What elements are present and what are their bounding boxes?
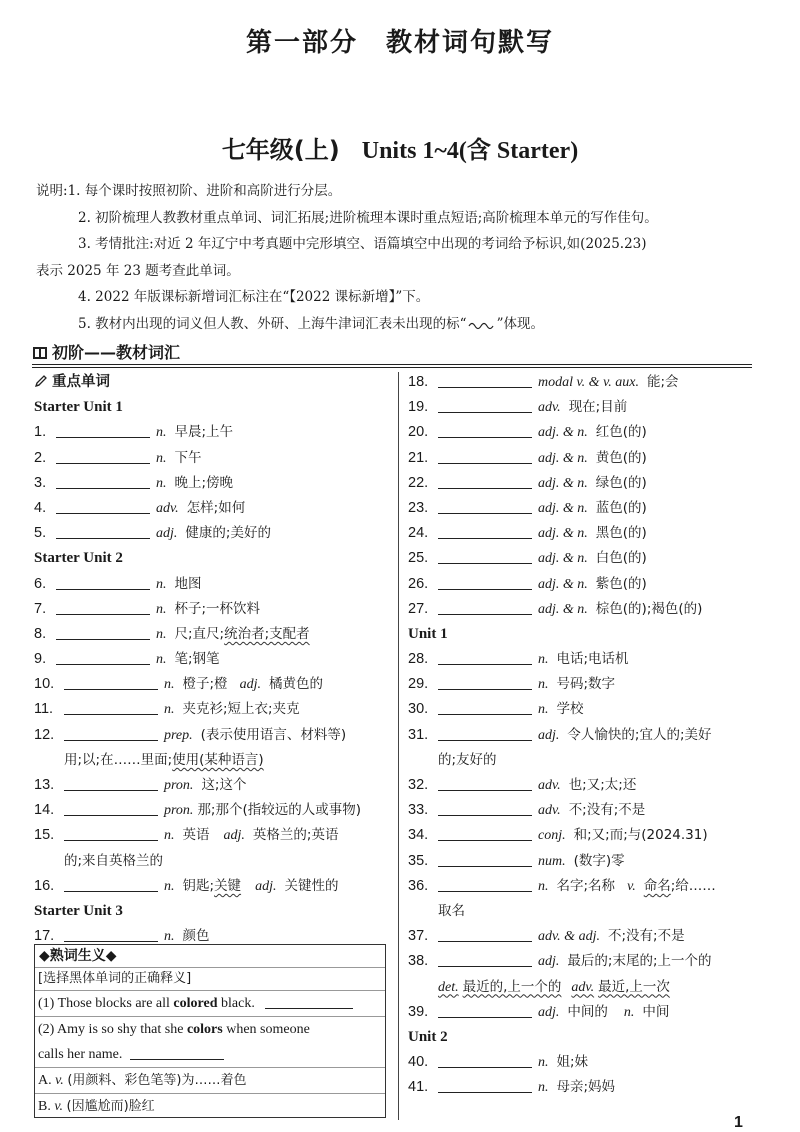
answer-blank[interactable] bbox=[438, 472, 532, 489]
vocab-entry-23: 23. adj. & n. 蓝色(的) bbox=[408, 496, 768, 521]
unit-heading: Starter Unit 2 bbox=[34, 550, 123, 567]
answer-blank[interactable] bbox=[64, 724, 158, 741]
answer-blank[interactable] bbox=[56, 598, 150, 615]
right-column bbox=[408, 370, 768, 1100]
vocab-entry-40: 40. n. 姐;妹 bbox=[408, 1050, 768, 1075]
answer-blank[interactable] bbox=[56, 447, 150, 464]
notes bbox=[36, 178, 766, 337]
vocab-entry-36: 36. n. 名字;名称 v. 命名;给…… bbox=[408, 874, 768, 899]
vocab-entry-5: 5. adj. 健康的;美好的 bbox=[34, 521, 390, 546]
vocab-entry-4: 4. adv. 怎样;如何 bbox=[34, 496, 390, 521]
part-title bbox=[0, 22, 800, 59]
pen-icon bbox=[34, 374, 48, 388]
grade-label: 七年级(上) bbox=[221, 136, 340, 164]
vocab-entry-11: 11. n. 夹克衫;短上衣;夹克 bbox=[34, 697, 390, 722]
unit-heading: Unit 1 bbox=[408, 625, 448, 642]
page-number: 1 bbox=[734, 1114, 743, 1131]
vocab-entry-38: 38. adj. 最后的;末尾的;上一个的 bbox=[408, 949, 768, 974]
vocab-entry-35: 35. num. (数字)零 bbox=[408, 849, 768, 874]
note-5: 5. 教材内出现的词义但人教、外研、上海牛津词汇表未出现的标“ ”体现。 bbox=[78, 315, 544, 332]
answer-blank[interactable] bbox=[438, 774, 532, 791]
answer-blank[interactable] bbox=[438, 799, 532, 816]
vocab-entry-26: 26. adj. & n. 紫色(的) bbox=[408, 572, 768, 597]
part-name: 教材词句默写 bbox=[386, 28, 555, 58]
box-instruction: [选择黑体单词的正确释义] bbox=[35, 967, 385, 990]
vocab-entry-31: 31. adj. 令人愉快的;宜人的;美好 bbox=[408, 723, 768, 748]
answer-blank[interactable] bbox=[64, 774, 158, 791]
answer-blank[interactable] bbox=[438, 421, 532, 438]
note-4: 4. 2022 年版课标新增词汇标注在“【2022 课标新增】”下。 bbox=[78, 289, 430, 305]
answer-blank[interactable] bbox=[56, 472, 150, 489]
answer-blank[interactable] bbox=[438, 598, 532, 615]
box-sentence-1: (1) Those blocks are all colored black. bbox=[35, 990, 385, 1016]
box-sentence-2-cont: calls her name. bbox=[35, 1042, 385, 1067]
note-1: 说明:1. 每个课时按照初阶、进阶和高阶进行分层。 bbox=[36, 183, 342, 199]
note-3-cont: 表示 2025 年 23 题考查此单词。 bbox=[36, 262, 240, 279]
answer-blank[interactable] bbox=[64, 925, 158, 942]
box-title: ◆熟词生义◆ bbox=[39, 948, 117, 964]
vocab-entry-36-cont: 取名 bbox=[438, 902, 465, 919]
unit-heading: Starter Unit 3 bbox=[34, 902, 123, 919]
vocab-entry-27: 27. adj. & n. 棕色(的);褐色(的) bbox=[408, 597, 768, 622]
unit-heading: Unit 2 bbox=[408, 1028, 448, 1045]
answer-blank[interactable] bbox=[56, 573, 150, 590]
vocab-entry-20: 20. adj. & n. 红色(的) bbox=[408, 420, 768, 445]
vocab-entry-30: 30. n. 学校 bbox=[408, 697, 768, 722]
vocab-entry-16: 16. n. 钥匙;关键 adj. 关键性的 bbox=[34, 874, 390, 899]
vocab-entry-7: 7. n. 杯子;一杯饮料 bbox=[34, 597, 390, 622]
section-heading bbox=[32, 340, 752, 365]
answer-blank[interactable] bbox=[438, 648, 532, 665]
vocab-entry-10: 10. n. 橙子;橙 adj. 橘黄色的 bbox=[34, 672, 390, 697]
vocab-entry-22: 22. adj. & n. 绿色(的) bbox=[408, 471, 768, 496]
answer-blank[interactable] bbox=[438, 698, 532, 715]
answer-blank[interactable] bbox=[438, 824, 532, 841]
part-label: 第一部分 bbox=[245, 28, 358, 58]
answer-blank[interactable] bbox=[438, 573, 532, 590]
answer-blank[interactable] bbox=[64, 698, 158, 715]
vocab-entry-3: 3. n. 晚上;傍晚 bbox=[34, 471, 390, 496]
answer-blank[interactable] bbox=[438, 673, 532, 690]
answer-blank[interactable] bbox=[130, 1043, 224, 1060]
book-icon bbox=[32, 346, 48, 360]
box-sentence-2: (2) Amy is so shy that she colors when someone bbox=[35, 1016, 385, 1042]
box-option-b: B. v. (因尴尬而)脸红 bbox=[35, 1093, 385, 1119]
answer-blank[interactable] bbox=[56, 648, 150, 665]
answer-blank[interactable] bbox=[56, 497, 150, 514]
vocab-entry-14: 14. pron. 那;那个(指较远的人或事物) bbox=[34, 798, 390, 823]
vocab-entry-37: 37. adv. & adj. 不;没有;不是 bbox=[408, 924, 768, 949]
unit-title bbox=[0, 130, 800, 165]
answer-blank[interactable] bbox=[64, 824, 158, 841]
divider bbox=[32, 367, 752, 368]
subsection-title: 重点单词 bbox=[34, 370, 390, 395]
answer-blank[interactable] bbox=[64, 673, 158, 690]
answer-blank[interactable] bbox=[438, 724, 532, 741]
vocab-entry-2: 2. n. 下午 bbox=[34, 446, 390, 471]
wavy-line-icon bbox=[467, 318, 497, 330]
vocab-entry-25: 25. adj. & n. 白色(的) bbox=[408, 546, 768, 571]
vocab-entry-38-cont: det. 最近的,上一个的 adv. 最近,上一次 bbox=[438, 978, 670, 995]
answer-blank[interactable] bbox=[438, 547, 532, 564]
answer-blank[interactable] bbox=[438, 1076, 532, 1093]
box-option-a: A. v. (用颜料、彩色笔等)为……着色 bbox=[35, 1067, 385, 1093]
answer-blank[interactable] bbox=[56, 623, 150, 640]
unit-heading: Starter Unit 1 bbox=[34, 399, 123, 416]
answer-blank[interactable] bbox=[438, 1051, 532, 1068]
note-3: 3. 考情批注:对近 2 年辽宁中考真题中完形填空、语篇填空中出现的考词给予标识,如(2025.23) bbox=[78, 236, 647, 252]
vocab-entry-1: 1. n. 早晨;上午 bbox=[34, 420, 390, 445]
column-divider bbox=[398, 372, 399, 1120]
vocab-entry-15: 15. n. 英语 adj. 英格兰的;英语 bbox=[34, 823, 390, 848]
answer-blank[interactable] bbox=[438, 950, 532, 967]
answer-blank[interactable] bbox=[438, 447, 532, 464]
vocab-entry-24: 24. adj. & n. 黑色(的) bbox=[408, 521, 768, 546]
answer-blank[interactable] bbox=[64, 875, 158, 892]
note-2: 2. 初阶梳理人教教材重点单词、词汇拓展;进阶梳理本课时重点短语;高阶梳理本单元的写作佳句。 bbox=[78, 209, 658, 226]
vocab-entry-21: 21. adj. & n. 黄色(的) bbox=[408, 446, 768, 471]
vocab-entry-33: 33. adv. 不;没有;不是 bbox=[408, 798, 768, 823]
vocab-entry-19: 19. adv. 现在;目前 bbox=[408, 395, 768, 420]
answer-blank[interactable] bbox=[438, 396, 532, 413]
answer-blank[interactable] bbox=[438, 371, 532, 388]
section-title: 初阶——教材词汇 bbox=[52, 343, 181, 362]
units-label: Units 1~4(含 Starter) bbox=[361, 138, 579, 164]
answer-blank[interactable] bbox=[438, 497, 532, 514]
vocab-entry-31-cont: 的;友好的 bbox=[438, 751, 497, 768]
vocab-entry-12-cont: 用;以;在……里面;使用(某种语言) bbox=[64, 751, 264, 768]
vocab-entry-32: 32. adv. 也;又;太;还 bbox=[408, 773, 768, 798]
answer-blank[interactable] bbox=[438, 522, 532, 539]
vocab-entry-39: 39. adj. 中间的 n. 中间 bbox=[408, 1000, 768, 1025]
vocab-entry-29: 29. n. 号码;数字 bbox=[408, 672, 768, 697]
answer-blank[interactable] bbox=[265, 992, 353, 1009]
answer-blank[interactable] bbox=[56, 421, 150, 438]
left-column bbox=[34, 370, 390, 949]
vocab-entry-18: 18. modal v. & v. aux. 能;会 bbox=[408, 370, 768, 395]
vocab-entry-8: 8. n. 尺;直尺;统治者;支配者 bbox=[34, 622, 390, 647]
vocab-entry-17: 17. n. 颜色 bbox=[34, 924, 390, 949]
vocab-entry-28: 28. n. 电话;电话机 bbox=[408, 647, 768, 672]
answer-blank[interactable] bbox=[438, 925, 532, 942]
answer-blank[interactable] bbox=[438, 850, 532, 867]
vocab-entry-34: 34. conj. 和;又;而;与(2024.31) bbox=[408, 823, 768, 848]
answer-blank[interactable] bbox=[438, 875, 532, 892]
vocab-entry-15-cont: 的;来自英格兰的 bbox=[64, 852, 164, 869]
vocab-entry-13: 13. pron. 这;这个 bbox=[34, 773, 390, 798]
familiar-word-box bbox=[34, 944, 386, 1118]
vocab-entry-41: 41. n. 母亲;妈妈 bbox=[408, 1075, 768, 1100]
answer-blank[interactable] bbox=[56, 522, 150, 539]
vocab-entry-12: 12. prep. (表示使用语言、材料等) bbox=[34, 723, 390, 748]
answer-blank[interactable] bbox=[438, 1001, 532, 1018]
vocab-entry-9: 9. n. 笔;钢笔 bbox=[34, 647, 390, 672]
vocab-entry-6: 6. n. 地图 bbox=[34, 572, 390, 597]
answer-blank[interactable] bbox=[64, 799, 158, 816]
